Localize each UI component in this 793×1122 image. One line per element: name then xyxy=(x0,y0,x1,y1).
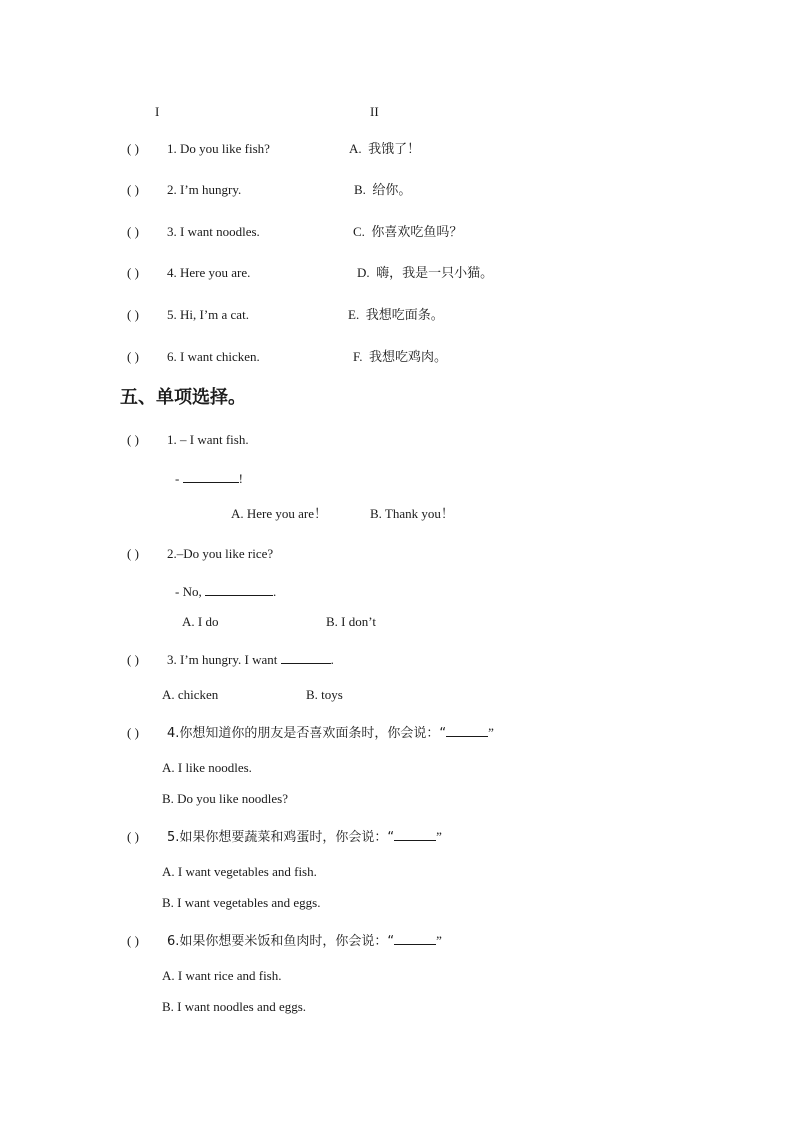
match-item-text: 2. I’m hungry. xyxy=(167,182,242,197)
question-5-option-a: A. I want vegetables and fish. xyxy=(162,864,317,879)
match-item-2 xyxy=(127,182,241,198)
question-4 xyxy=(127,724,494,742)
match-item-6 xyxy=(127,349,260,365)
question-stem: 2.–Do you like rice? xyxy=(167,546,274,561)
question-2-option-b: B. I don’t xyxy=(326,614,376,629)
answer-paren[interactable]: ( ) xyxy=(127,224,139,239)
match-option-e xyxy=(348,307,444,324)
question-stem: 4.你想知道你的朋友是否喜欢面条时，你会说：“ xyxy=(167,726,447,741)
answer-paren[interactable]: ( ) xyxy=(127,432,139,447)
match-item-1 xyxy=(127,141,270,157)
question-3-option-a: A. chicken xyxy=(162,687,219,702)
question-stem: 6.如果你想要米饭和鱼肉时，你会说：“ xyxy=(167,934,395,949)
option-letter: D. xyxy=(357,265,370,280)
match-item-text: 6. I want chicken. xyxy=(167,349,260,364)
answer-paren[interactable]: ( ) xyxy=(127,265,139,280)
option-letter: E. xyxy=(348,307,360,322)
question-stem: 1. – I want fish. xyxy=(167,432,249,447)
question-2-reply xyxy=(175,583,276,600)
option-text: 给你。 xyxy=(372,183,412,198)
option-text: 你喜欢吃鱼吗？ xyxy=(371,225,463,240)
option-letter: A. xyxy=(349,141,362,156)
answer-blank[interactable] xyxy=(394,932,436,945)
reply-suffix: . xyxy=(272,584,277,599)
stem-suffix: . xyxy=(330,652,334,667)
stem-suffix: ” xyxy=(436,933,442,948)
option-text: 我饿了！ xyxy=(368,142,421,157)
answer-paren[interactable]: ( ) xyxy=(127,307,139,322)
answer-paren[interactable]: ( ) xyxy=(127,652,139,667)
match-option-c xyxy=(353,224,462,241)
option-text: 嗨，我是一只小猫。 xyxy=(376,266,494,281)
option-letter: C. xyxy=(353,224,365,239)
stem-suffix: ” xyxy=(436,829,442,844)
question-6-option-b: B. I want noodles and eggs. xyxy=(162,999,307,1014)
question-6 xyxy=(127,932,442,950)
answer-paren[interactable]: ( ) xyxy=(127,182,139,197)
option-text: 我想吃面条。 xyxy=(365,308,444,323)
question-5-option-b: B. I want vegetables and eggs. xyxy=(162,895,321,910)
option-letter: F. xyxy=(353,349,363,364)
match-item-text: 3. I want noodles. xyxy=(167,224,260,239)
answer-blank[interactable] xyxy=(205,583,273,596)
match-option-d xyxy=(357,265,493,282)
column-header-ii: II xyxy=(370,104,379,119)
question-6-option-a: A. I want rice and fish. xyxy=(162,968,282,983)
answer-paren[interactable]: ( ) xyxy=(127,349,139,364)
question-2 xyxy=(127,546,273,562)
answer-blank[interactable] xyxy=(281,651,331,664)
match-item-text: 4. Here you are. xyxy=(167,265,251,280)
answer-blank[interactable] xyxy=(446,724,488,737)
reply-prefix: - No, xyxy=(175,584,205,599)
option-letter: B. xyxy=(354,182,366,197)
question-2-option-a: A. I do xyxy=(182,614,219,629)
question-3-option-b: B. toys xyxy=(306,687,343,702)
match-option-f xyxy=(353,349,447,366)
answer-paren[interactable]: ( ) xyxy=(127,933,139,948)
question-1-option-b: B. Thank you！ xyxy=(370,506,454,521)
answer-blank[interactable] xyxy=(183,470,239,483)
section-title: 五、单项选择。 xyxy=(120,387,246,408)
match-item-3 xyxy=(127,224,260,240)
question-stem: 5.如果你想要蔬菜和鸡蛋时，你会说：“ xyxy=(167,830,395,845)
match-item-text: 1. Do you like fish? xyxy=(167,141,270,156)
question-stem: 3. I’m hungry. I want xyxy=(167,652,281,667)
answer-paren[interactable]: ( ) xyxy=(127,141,139,156)
reply-prefix: - xyxy=(175,471,183,486)
reply-suffix: ! xyxy=(238,471,243,486)
question-5 xyxy=(127,828,442,846)
answer-paren[interactable]: ( ) xyxy=(127,725,139,740)
question-1-reply xyxy=(175,470,243,487)
match-option-a xyxy=(349,141,420,158)
answer-paren[interactable]: ( ) xyxy=(127,829,139,844)
match-item-4 xyxy=(127,265,250,281)
question-4-option-b: B. Do you like noodles? xyxy=(162,791,289,806)
question-1-option-a: A. Here you are！ xyxy=(231,506,328,521)
match-item-5 xyxy=(127,307,249,323)
column-header-i: I xyxy=(155,104,160,119)
question-1 xyxy=(127,432,249,448)
answer-paren[interactable]: ( ) xyxy=(127,546,139,561)
match-option-b xyxy=(354,182,411,199)
question-4-option-a: A. I like noodles. xyxy=(162,760,252,775)
option-text: 我想吃鸡肉。 xyxy=(368,350,447,365)
question-3 xyxy=(127,651,334,668)
stem-suffix: ” xyxy=(488,725,494,740)
match-item-text: 5. Hi, I’m a cat. xyxy=(167,307,249,322)
answer-blank[interactable] xyxy=(394,828,436,841)
